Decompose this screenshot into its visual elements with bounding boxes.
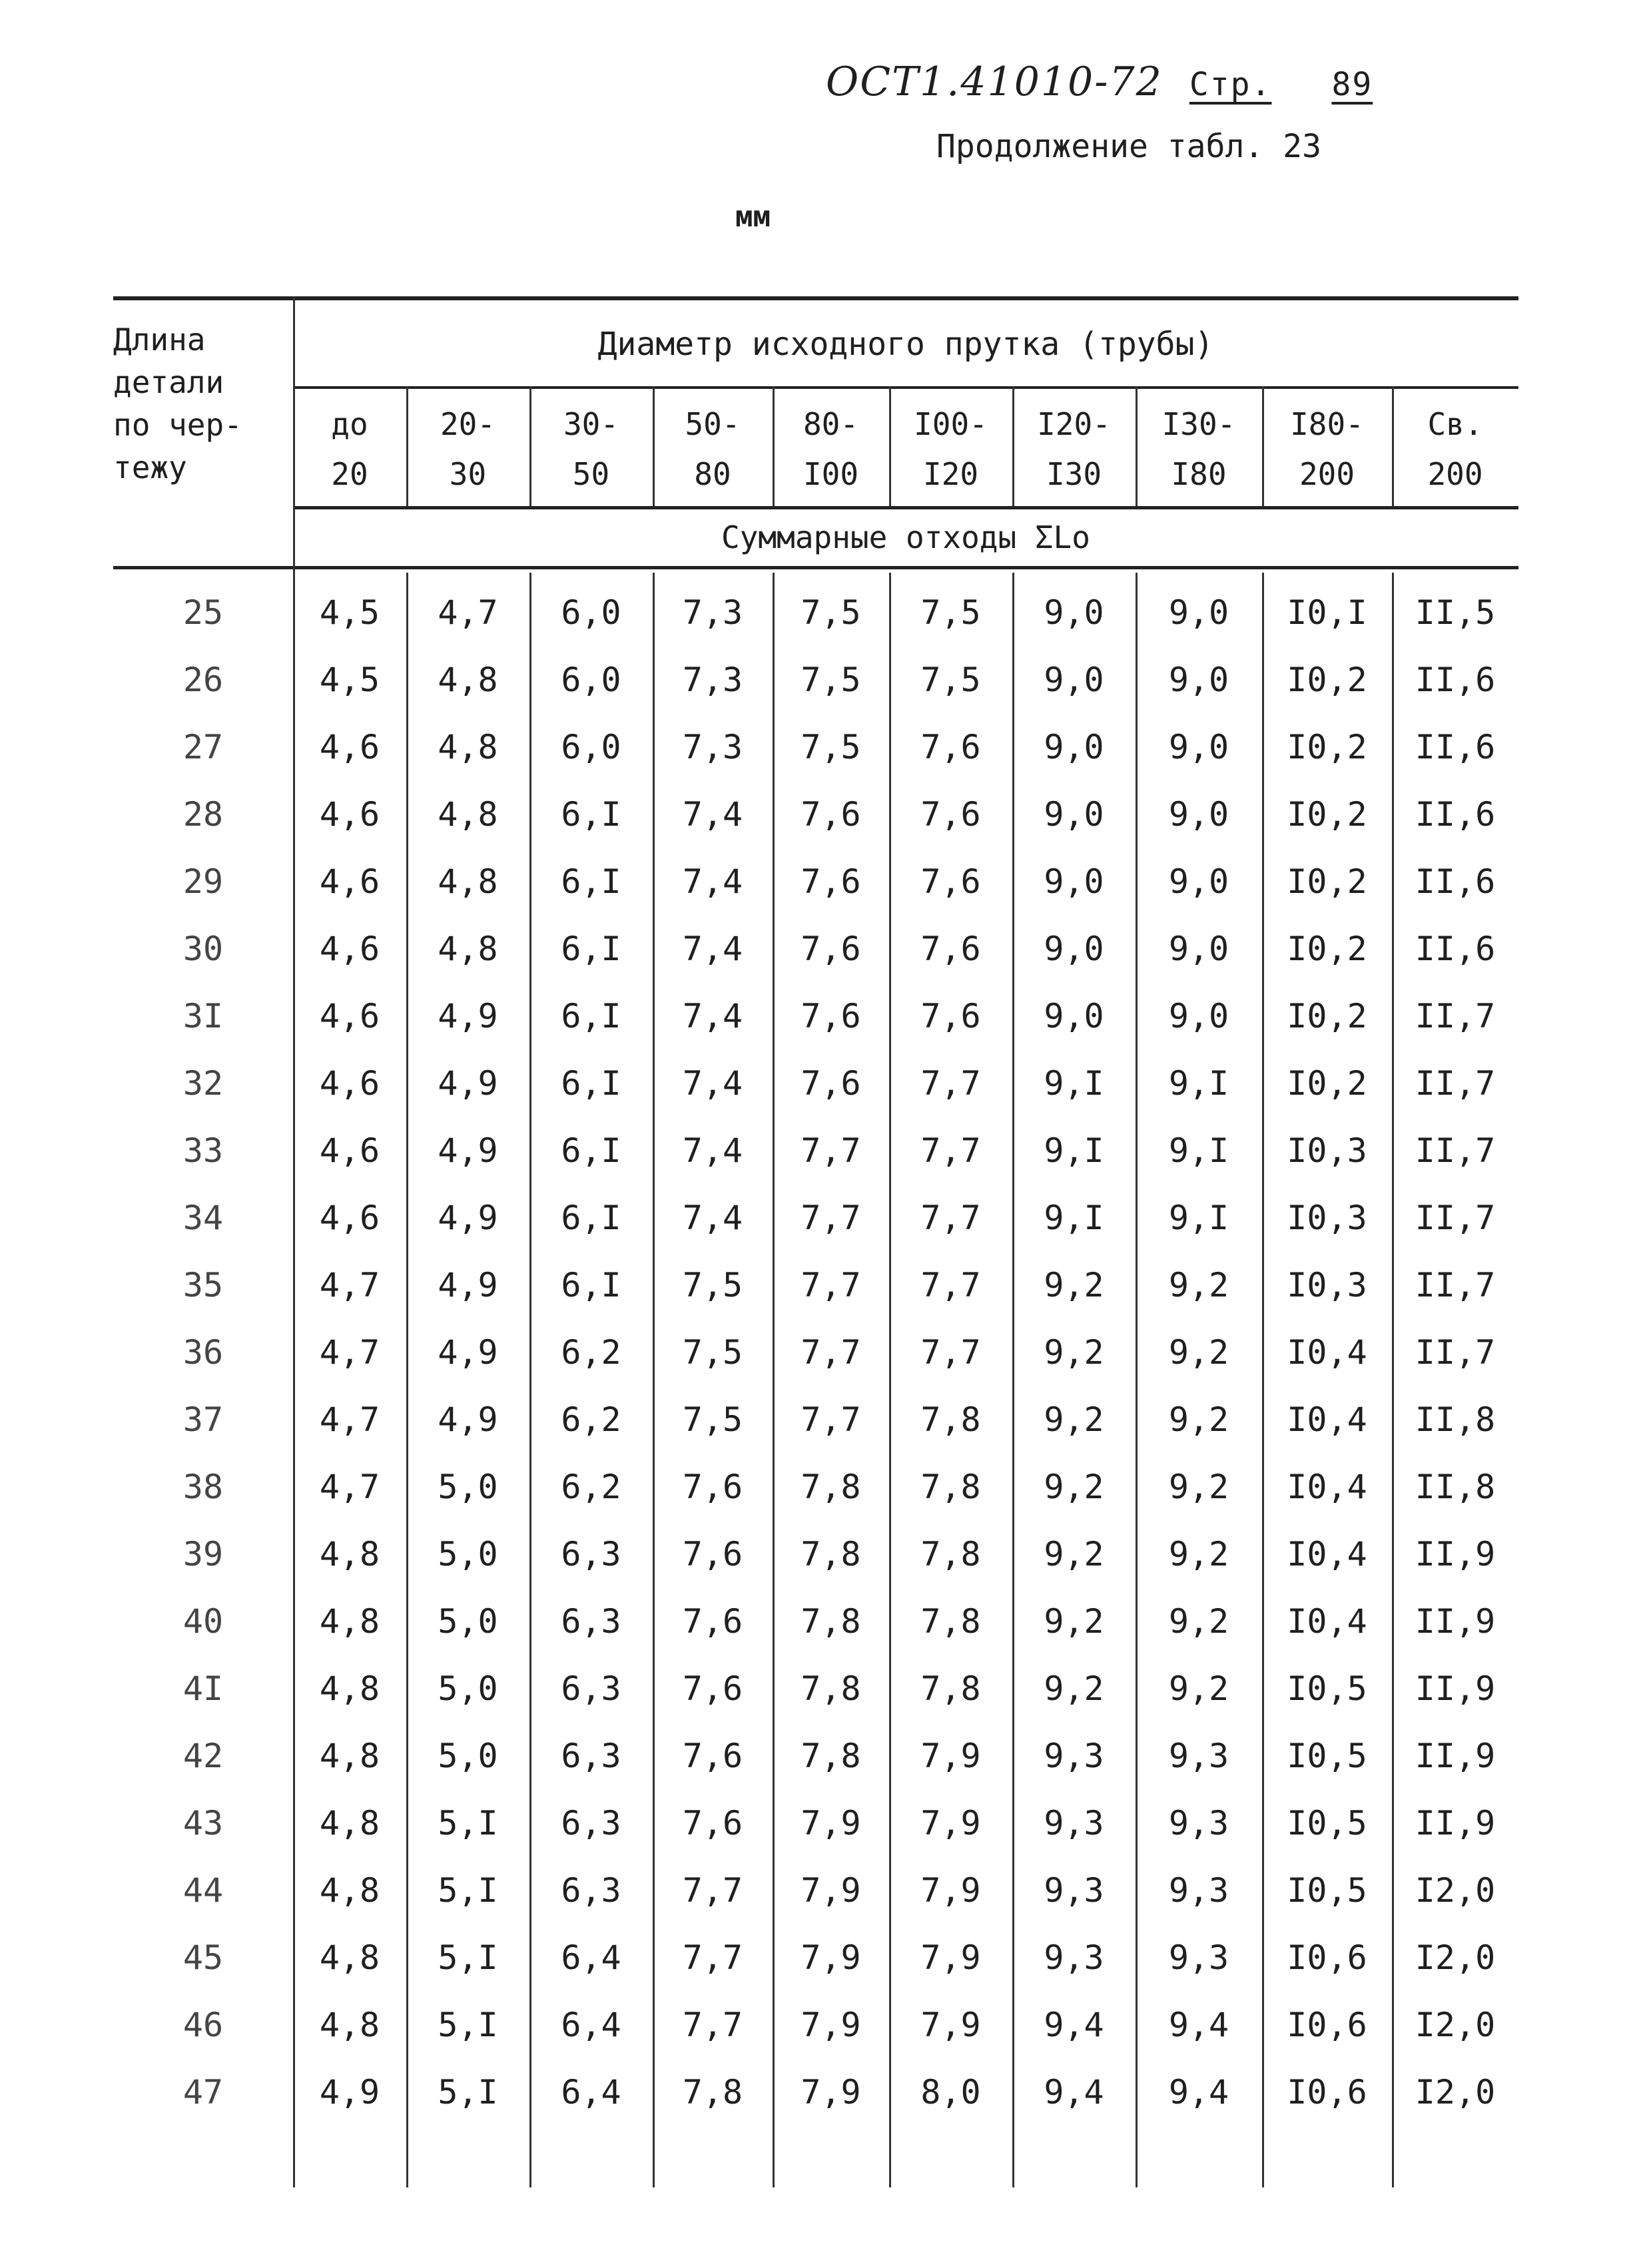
table-cell: 7,5: [682, 1333, 743, 1372]
table-cell: 7,4: [682, 795, 743, 834]
table-cell: 9,2: [1168, 1602, 1229, 1641]
table-cell: I0,5: [1287, 1804, 1367, 1843]
table-cell: 7,7: [801, 1333, 861, 1372]
table-cell: 4,9: [438, 1333, 498, 1372]
table-cell: 7,7: [801, 1131, 861, 1170]
column-header-top: 80-: [803, 406, 859, 442]
table-cell: 9,2: [1168, 1266, 1229, 1304]
table-cell: 7,8: [801, 1737, 861, 1775]
column-header-bottom: 200: [1299, 456, 1355, 492]
table-cell: 6,3: [561, 1804, 621, 1843]
table-cell: 7,7: [920, 1333, 981, 1372]
table-cell: II,6: [1415, 930, 1496, 968]
row-length: 43: [182, 1804, 224, 1843]
table-cell: I0,I: [1287, 593, 1367, 632]
table-cell: 7,5: [682, 1400, 743, 1439]
row-length: 30: [182, 930, 224, 968]
table-cell: 6,4: [561, 2073, 621, 2112]
table-cell: 7,6: [682, 1602, 743, 1641]
table-cell: 7,8: [920, 1535, 981, 1573]
row-length: 40: [182, 1602, 224, 1641]
table-cell: 7,4: [682, 930, 743, 968]
table-cell: 9,0: [1168, 862, 1229, 901]
table-cell: 6,2: [561, 1333, 621, 1372]
table-cell: 9,0: [1044, 661, 1104, 699]
table-cell: 9,0: [1168, 728, 1229, 766]
row-header-label: детали: [113, 364, 224, 400]
table-cell: 6,3: [561, 1535, 621, 1573]
table-cell: 4,9: [438, 997, 498, 1035]
table-cell: 7,6: [682, 1535, 743, 1573]
table-cell: 5,0: [438, 1468, 498, 1506]
table-cell: 7,8: [920, 1602, 981, 1641]
table-cell: 7,9: [801, 1938, 861, 1977]
table-cell: 9,3: [1044, 1804, 1104, 1843]
table-cell: 9,I: [1168, 1131, 1229, 1170]
table-cell: 4,8: [319, 1938, 380, 1977]
table-cell: 4,5: [319, 661, 380, 699]
table-cell: II,6: [1415, 661, 1496, 699]
row-length: 4I: [182, 1669, 224, 1708]
table-cell: 9,I: [1044, 1064, 1104, 1103]
table-cell: 7,4: [682, 1199, 743, 1237]
table-cell: 4,7: [319, 1468, 380, 1506]
table-cell: 9,2: [1044, 1266, 1104, 1304]
table-cell: 7,3: [682, 661, 743, 699]
row-length: 29: [182, 862, 224, 901]
row-header-label: Длина: [113, 322, 206, 358]
table-cell: 9,4: [1044, 2073, 1104, 2112]
table-cell: II,6: [1415, 795, 1496, 834]
table-cell: 4,8: [438, 661, 498, 699]
group-header: Диаметр исходного прутка (трубы): [597, 326, 1214, 363]
table-cell: 7,8: [801, 1669, 861, 1708]
table-cell: I0,2: [1287, 1064, 1367, 1103]
table-cell: 6,2: [561, 1468, 621, 1506]
subheader-total-waste: Суммарные отходы ΣLo: [721, 519, 1090, 555]
row-length: 38: [182, 1468, 224, 1506]
table-cell: 7,5: [801, 593, 861, 632]
table-cell: 6,3: [561, 1602, 621, 1641]
table-cell: 6,I: [561, 1064, 621, 1103]
column-header-top: I20-: [1037, 406, 1111, 442]
table-cell: 7,9: [801, 2073, 861, 2112]
table-cell: 4,8: [319, 1804, 380, 1843]
column-header-top: 30-: [563, 406, 619, 442]
table-cell: 7,8: [920, 1669, 981, 1708]
table-cell: 5,0: [438, 1602, 498, 1641]
table-cell: 7,6: [801, 997, 861, 1035]
table-cell: 5,I: [438, 1804, 498, 1843]
table-cell: 9,3: [1044, 1871, 1104, 1910]
table-cell: 9,2: [1168, 1535, 1229, 1573]
table-cell: 9,0: [1044, 795, 1104, 834]
table-cell: I2,0: [1415, 2006, 1496, 2044]
table-cell: 9,2: [1168, 1333, 1229, 1372]
table-cell: I0,4: [1287, 1400, 1367, 1439]
table-cell: 6,I: [561, 1266, 621, 1304]
table-cell: I0,2: [1287, 862, 1367, 901]
table-cell: 7,7: [920, 1131, 981, 1170]
table-cell: 9,0: [1044, 593, 1104, 632]
row-length: 39: [182, 1535, 224, 1573]
table-cell: 9,0: [1168, 661, 1229, 699]
table-cell: 7,9: [801, 2006, 861, 2044]
table-cell: II,6: [1415, 862, 1496, 901]
table-cell: II,9: [1415, 1804, 1496, 1843]
table-cell: 6,0: [561, 728, 621, 766]
table-cell: 7,6: [920, 930, 981, 968]
table-cell: 9,2: [1044, 1333, 1104, 1372]
column-header-top: 20-: [440, 406, 496, 442]
row-length: 35: [182, 1266, 224, 1304]
table-cell: II,9: [1415, 1535, 1496, 1573]
table-cell: I0,2: [1287, 728, 1367, 766]
table-cell: I0,4: [1287, 1602, 1367, 1641]
column-header-top: I30-: [1161, 406, 1236, 442]
row-length: 47: [182, 2073, 224, 2112]
table-cell: I2,0: [1415, 1871, 1496, 1910]
table-cell: 9,0: [1168, 930, 1229, 968]
column-header-top: Св.: [1427, 406, 1483, 442]
table-cell: 9,2: [1044, 1468, 1104, 1506]
table-cell: 9,0: [1044, 728, 1104, 766]
table-cell: I0,2: [1287, 661, 1367, 699]
table-cell: 4,7: [438, 593, 498, 632]
table-cell: 9,I: [1168, 1199, 1229, 1237]
table-cell: 4,8: [319, 1669, 380, 1708]
table-cell: II,6: [1415, 728, 1496, 766]
table-cell: 6,3: [561, 1737, 621, 1775]
table-cell: 7,8: [801, 1535, 861, 1573]
column-header-bottom: 20: [331, 456, 368, 492]
table-cell: 6,0: [561, 661, 621, 699]
row-header-label: тежу: [113, 449, 187, 485]
document-number: [826, 59, 1399, 105]
table-cell: 7,9: [920, 1737, 981, 1775]
table-cell: 4,7: [319, 1400, 380, 1439]
row-length: 44: [182, 1871, 224, 1910]
row-header-label: по чер-: [113, 407, 242, 443]
table-cell: 7,6: [801, 1064, 861, 1103]
table-cell: 6,4: [561, 1938, 621, 1977]
table-cell: 9,3: [1168, 1938, 1229, 1977]
table-cell: 7,8: [682, 2073, 743, 2112]
table-cell: 4,8: [438, 930, 498, 968]
table-cell: I0,5: [1287, 1737, 1367, 1775]
table-cell: II,8: [1415, 1468, 1496, 1506]
table-cell: 5,0: [438, 1737, 498, 1775]
table-cell: 7,7: [682, 1938, 743, 1977]
table-cell: 9,I: [1044, 1131, 1104, 1170]
table-cell: 7,9: [920, 1938, 981, 1977]
table-cell: I0,2: [1287, 930, 1367, 968]
table-cell: 7,7: [920, 1199, 981, 1237]
table-cell: II,7: [1415, 1266, 1496, 1304]
unit-label: мм: [735, 200, 771, 234]
table-cell: 4,8: [319, 1871, 380, 1910]
table-cell: 9,0: [1168, 593, 1229, 632]
table-cell: 9,3: [1168, 1871, 1229, 1910]
table-cell: 7,8: [801, 1602, 861, 1641]
table-cell: 4,9: [438, 1131, 498, 1170]
table-cell: 6,I: [561, 1131, 621, 1170]
row-length: 26: [182, 661, 224, 699]
row-length: 32: [182, 1064, 224, 1103]
table-cell: II,7: [1415, 1199, 1496, 1237]
table-top-rule: [113, 296, 1518, 300]
table-cell: 7,4: [682, 1131, 743, 1170]
table-cell: 4,6: [319, 1199, 380, 1237]
table-cell: 9,3: [1168, 1804, 1229, 1843]
row-length: 27: [182, 728, 224, 766]
row-length: 36: [182, 1333, 224, 1372]
subheader-rule: [113, 566, 1518, 569]
table-cell: I0,5: [1287, 1669, 1367, 1708]
table-cell: 9,4: [1044, 2006, 1104, 2044]
table-cell: 4,6: [319, 862, 380, 901]
row-length: 37: [182, 1400, 224, 1439]
row-length: 34: [182, 1199, 224, 1237]
table-cell: 7,7: [682, 1871, 743, 1910]
table-cell: II,9: [1415, 1602, 1496, 1641]
table-cell: 5,I: [438, 2073, 498, 2112]
column-header-top: до: [331, 406, 368, 442]
table-cell: 9,2: [1168, 1669, 1229, 1708]
table-cell: II,7: [1415, 1064, 1496, 1103]
table-cell: 9,2: [1044, 1400, 1104, 1439]
group-header-rule: [293, 386, 1518, 389]
table-cell: 4,6: [319, 1064, 380, 1103]
table-cell: 9,2: [1168, 1468, 1229, 1506]
table-cell: 9,2: [1044, 1535, 1104, 1573]
column-header-bottom: 200: [1427, 456, 1483, 492]
table-cell: 5,0: [438, 1535, 498, 1573]
table-cell: 7,6: [682, 1669, 743, 1708]
table-cell: 7,7: [682, 2006, 743, 2044]
row-length: 42: [182, 1737, 224, 1775]
table-cell: 9,3: [1168, 1737, 1229, 1775]
table-cell: 7,5: [920, 661, 981, 699]
table-cell: 7,7: [920, 1266, 981, 1304]
table-cell: I0,6: [1287, 1938, 1367, 1977]
table-cell: 9,0: [1168, 997, 1229, 1035]
table-cell: 4,8: [319, 1535, 380, 1573]
page-number: 89: [1331, 66, 1373, 103]
table-cell: 7,5: [801, 728, 861, 766]
table-cell: 7,3: [682, 728, 743, 766]
table-cell: 7,9: [920, 2006, 981, 2044]
table-cell: 9,4: [1168, 2006, 1229, 2044]
table-cell: 7,9: [801, 1804, 861, 1843]
doc-code: ОСТ1.41010-72: [826, 59, 1163, 105]
table-cell: I2,0: [1415, 2073, 1496, 2112]
table-cell: 4,6: [319, 997, 380, 1035]
table-cell: 9,2: [1168, 1400, 1229, 1439]
table-cell: I0,4: [1287, 1468, 1367, 1506]
row-length: 3I: [182, 997, 224, 1035]
table-cell: 9,0: [1044, 930, 1104, 968]
table-cell: 6,I: [561, 930, 621, 968]
table-continuation-title: Продолжение табл. 23: [936, 128, 1321, 165]
table-cell: 9,4: [1168, 2073, 1229, 2112]
table-cell: II,7: [1415, 1333, 1496, 1372]
table-cell: 7,6: [920, 728, 981, 766]
table-cell: 5,0: [438, 1669, 498, 1708]
table-cell: I0,3: [1287, 1131, 1367, 1170]
table-cell: 9,3: [1044, 1737, 1104, 1775]
table-cell: 4,9: [438, 1266, 498, 1304]
table-cell: 7,5: [682, 1266, 743, 1304]
table-cell: II,9: [1415, 1737, 1496, 1775]
table-cell: 7,6: [801, 795, 861, 834]
table-cell: 4,6: [319, 1131, 380, 1170]
table-cell: I0,3: [1287, 1266, 1367, 1304]
table-cell: II,7: [1415, 1131, 1496, 1170]
table-cell: 8,0: [920, 2073, 981, 2112]
table-cell: 7,5: [801, 661, 861, 699]
table-cell: II,7: [1415, 997, 1496, 1035]
table-cell: 7,5: [920, 593, 981, 632]
table-cell: 4,7: [319, 1333, 380, 1372]
table-cell: 5,I: [438, 1938, 498, 1977]
column-header-bottom: I80: [1171, 456, 1227, 492]
table-cell: I2,0: [1415, 1938, 1496, 1977]
table-cell: 9,2: [1044, 1669, 1104, 1708]
column-header-bottom: 50: [572, 456, 610, 492]
table-cell: 6,I: [561, 1199, 621, 1237]
table-cell: 4,6: [319, 930, 380, 968]
table-cell: 4,8: [438, 795, 498, 834]
row-length: 33: [182, 1131, 224, 1170]
column-header-bottom: 80: [694, 456, 731, 492]
table-cell: 7,4: [682, 862, 743, 901]
table-cell: 9,I: [1168, 1064, 1229, 1103]
table-cell: 7,4: [682, 1064, 743, 1103]
row-length: 25: [182, 593, 224, 632]
table-cell: 4,8: [319, 2006, 380, 2044]
table-cell: 6,3: [561, 1669, 621, 1708]
table-cell: 7,6: [801, 862, 861, 901]
table-cell: 4,9: [319, 2073, 380, 2112]
column-header-rule: [293, 506, 1518, 509]
column-header-bottom: I30: [1046, 456, 1102, 492]
table-cell: 7,3: [682, 593, 743, 632]
column-header-top: 50-: [685, 406, 741, 442]
table-cell: II,9: [1415, 1669, 1496, 1708]
table-cell: 7,7: [920, 1064, 981, 1103]
table-cell: 6,2: [561, 1400, 621, 1439]
table-cell: I0,6: [1287, 2006, 1367, 2044]
table-cell: 7,8: [801, 1468, 861, 1506]
table-cell: I0,3: [1287, 1199, 1367, 1237]
table-cell: 9,0: [1044, 997, 1104, 1035]
table-cell: I0,5: [1287, 1871, 1367, 1910]
table-cell: I0,2: [1287, 795, 1367, 834]
table-cell: 6,I: [561, 997, 621, 1035]
table-cell: II,5: [1415, 593, 1496, 632]
table-cell: 6,0: [561, 593, 621, 632]
table-cell: 7,8: [920, 1400, 981, 1439]
table-cell: 4,8: [438, 728, 498, 766]
table-cell: 4,9: [438, 1400, 498, 1439]
table-cell: 7,9: [920, 1871, 981, 1910]
table-cell: 4,8: [319, 1602, 380, 1641]
table-cell: 7,7: [801, 1400, 861, 1439]
table-cell: 5,I: [438, 2006, 498, 2044]
table-cell: 4,6: [319, 795, 380, 834]
column-header-top: I00-: [914, 406, 988, 442]
table-cell: I0,4: [1287, 1535, 1367, 1573]
table-cell: 9,I: [1044, 1199, 1104, 1237]
table-cell: 7,6: [920, 862, 981, 901]
table-cell: 6,4: [561, 2006, 621, 2044]
table-cell: 6,3: [561, 1871, 621, 1910]
page-label: Стр.: [1189, 66, 1272, 103]
table-cell: 4,5: [319, 593, 380, 632]
table-cell: 7,8: [920, 1468, 981, 1506]
table-cell: 4,8: [438, 862, 498, 901]
table-cell: 6,I: [561, 862, 621, 901]
table-cell: 7,4: [682, 997, 743, 1035]
row-length: 46: [182, 2006, 224, 2044]
row-length: 28: [182, 795, 224, 834]
table-cell: 7,6: [682, 1737, 743, 1775]
table-cell: 9,3: [1044, 1938, 1104, 1977]
column-header-top: I80-: [1290, 406, 1364, 442]
table-cell: 4,9: [438, 1064, 498, 1103]
table-cell: I0,6: [1287, 2073, 1367, 2112]
table-cell: 4,7: [319, 1266, 380, 1304]
allowance-table: [113, 296, 1518, 2187]
table-cell: 7,7: [801, 1266, 861, 1304]
table-cell: I0,2: [1287, 997, 1367, 1035]
table-cell: 7,6: [920, 997, 981, 1035]
table-cell: 4,8: [319, 1737, 380, 1775]
table-cell: 9,0: [1044, 862, 1104, 901]
table-cell: 7,9: [920, 1804, 981, 1843]
table-cell: 7,6: [801, 930, 861, 968]
table-cell: 6,I: [561, 795, 621, 834]
table-cell: II,8: [1415, 1400, 1496, 1439]
table-cell: 9,2: [1044, 1602, 1104, 1641]
table-cell: 5,I: [438, 1871, 498, 1910]
table-cell: 4,9: [438, 1199, 498, 1237]
column-header-bottom: I20: [922, 456, 979, 492]
table-cell: 9,0: [1168, 795, 1229, 834]
table-cell: 7,6: [682, 1804, 743, 1843]
table-cell: 7,6: [920, 795, 981, 834]
column-header-bottom: 30: [449, 456, 487, 492]
row-length: 45: [182, 1938, 224, 1977]
table-cell: I0,4: [1287, 1333, 1367, 1372]
table-cell: 7,9: [801, 1871, 861, 1910]
table-cell: 4,6: [319, 728, 380, 766]
column-header-bottom: I00: [803, 456, 859, 492]
table-cell: 7,7: [801, 1199, 861, 1237]
table-cell: 7,6: [682, 1468, 743, 1506]
